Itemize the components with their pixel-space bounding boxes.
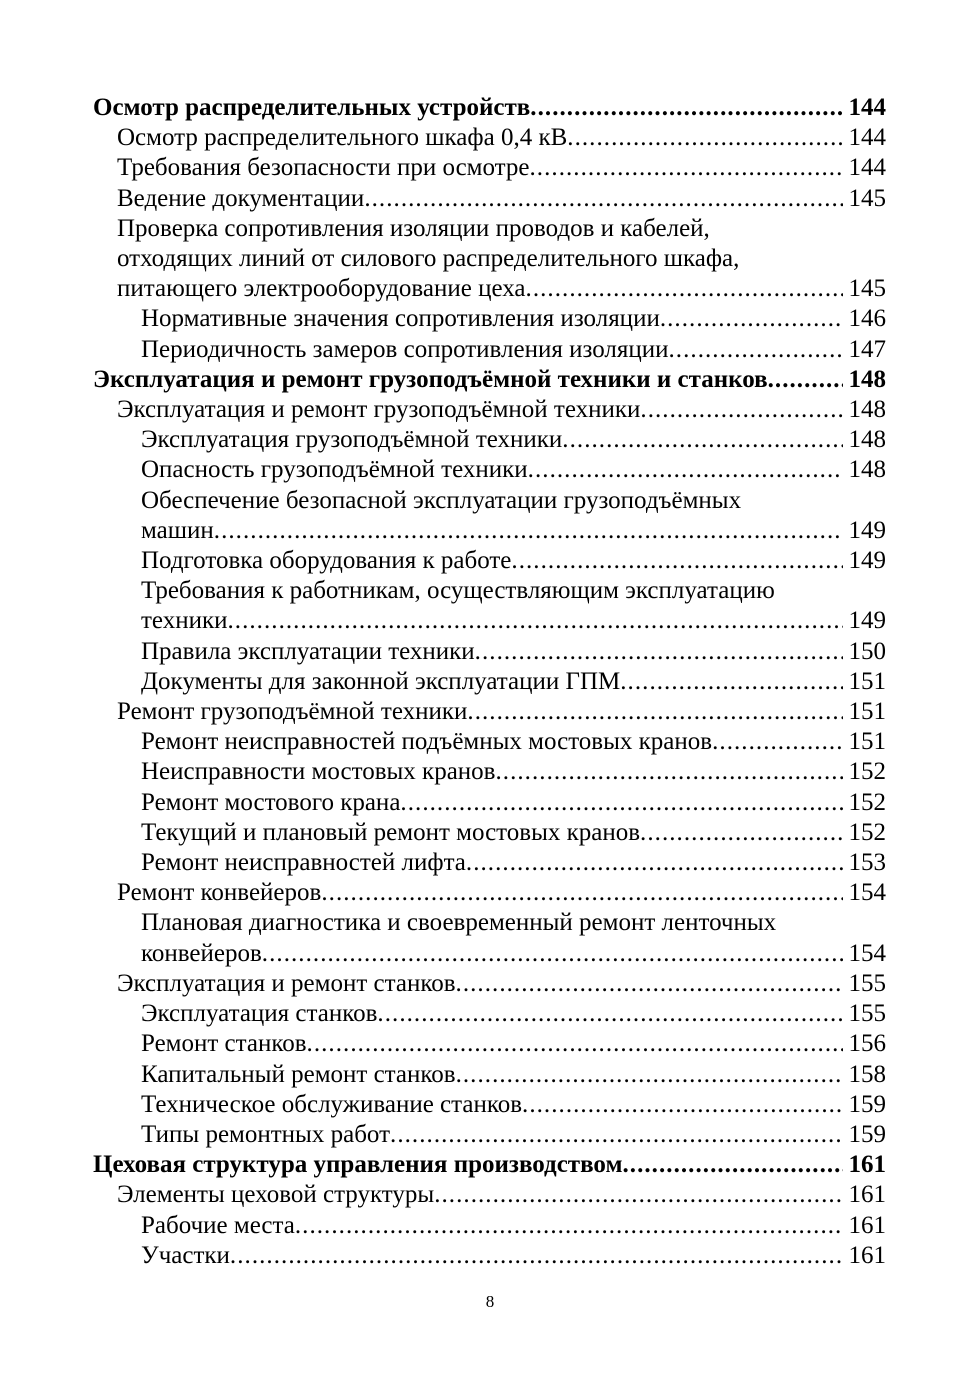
toc-entry-page: 156	[848, 1030, 886, 1058]
toc-entry-page: 149	[848, 516, 886, 544]
toc-entry-title: Техническое обслуживание станков	[141, 1090, 523, 1118]
toc-entry-page: 154	[848, 879, 886, 907]
toc-entry[interactable]	[93, 214, 886, 244]
dot-leader	[495, 757, 842, 787]
toc-entry-title: Проверка сопротивления изоляции проводов и кабелей,	[117, 214, 710, 242]
toc-entry[interactable]	[93, 335, 886, 365]
toc-entry[interactable]	[93, 878, 886, 908]
dot-leader	[712, 727, 842, 757]
toc-entry-title: Эксплуатация и ремонт грузоподъёмной техники и станков	[93, 365, 768, 393]
toc-entry-page: 153	[848, 849, 886, 877]
toc-entry-title: Подготовка оборудования к работе	[141, 547, 512, 575]
toc-entry[interactable]	[93, 727, 886, 757]
dot-leader	[530, 153, 843, 183]
toc-entry[interactable]	[93, 395, 886, 425]
dot-leader	[466, 848, 843, 878]
toc-entry-title: Ремонт неисправностей лифта	[141, 849, 466, 877]
dot-leader	[475, 637, 843, 667]
toc-entry-page: 161	[848, 1181, 886, 1209]
toc-entry-page: 158	[848, 1060, 886, 1088]
toc-entry[interactable]	[93, 1120, 886, 1150]
toc-entry-page: 161	[848, 1241, 886, 1269]
toc-entry-title: Ремонт конвейеров	[117, 879, 322, 907]
dot-leader	[456, 1060, 843, 1090]
toc-entry-title: Эксплуатация станков	[141, 1000, 378, 1028]
page-number: 8	[485, 1292, 495, 1311]
dot-leader	[262, 939, 843, 969]
toc-entry[interactable]	[93, 606, 886, 636]
toc-entry-title: Элементы цеховой структуры	[117, 1181, 435, 1209]
toc-entry[interactable]	[93, 637, 886, 667]
toc-entry-page: 159	[848, 1090, 886, 1118]
toc-entry-page: 151	[848, 698, 886, 726]
dot-leader	[456, 969, 843, 999]
toc-entry[interactable]	[93, 1029, 886, 1059]
toc-entry[interactable]	[93, 667, 886, 697]
toc-entry-page: 147	[848, 335, 886, 363]
toc-entry-page: 152	[848, 818, 886, 846]
toc-entry[interactable]	[93, 757, 886, 787]
toc-entry[interactable]	[93, 546, 886, 576]
toc-entry[interactable]	[93, 455, 886, 485]
toc-entry-page: 145	[848, 184, 886, 212]
toc-entry-page: 154	[848, 939, 886, 967]
toc-entry[interactable]	[93, 244, 886, 274]
toc-entry[interactable]	[93, 425, 886, 455]
toc-entry-title: Цеховая структура управления производством	[93, 1151, 623, 1179]
dot-leader	[528, 455, 843, 485]
toc-entry-title: конвейеров	[141, 939, 262, 967]
toc-entry[interactable]	[93, 848, 886, 878]
toc-entry-title: питающего электрооборудование цеха	[117, 275, 526, 303]
toc-entry[interactable]	[93, 697, 886, 727]
toc-entry-page: 149	[848, 547, 886, 575]
toc-entry-title: Обеспечение безопасной эксплуатации грузоподъёмных	[141, 486, 742, 514]
toc-entry-title: Капитальный ремонт станков	[141, 1060, 456, 1088]
toc-entry-page: 151	[848, 728, 886, 756]
toc-entry[interactable]	[93, 304, 886, 334]
toc-entry-title: Текущий и плановый ремонт мостовых кранов	[141, 818, 641, 846]
toc-entry-title: Неисправности мостовых кранов	[141, 758, 496, 786]
dot-leader	[522, 1090, 842, 1120]
toc-entry-page: 149	[848, 607, 886, 635]
toc-entry-page: 146	[848, 305, 886, 333]
dot-leader	[620, 667, 842, 697]
toc-entry[interactable]	[93, 274, 886, 304]
toc-entry-title: Правила эксплуатации техники	[141, 637, 475, 665]
toc-entry-title: Ведение документации	[117, 184, 365, 212]
toc-entry[interactable]	[93, 123, 886, 153]
dot-leader	[214, 516, 843, 546]
dot-leader	[377, 999, 842, 1029]
dot-leader	[295, 1211, 843, 1241]
dot-leader	[530, 93, 842, 123]
toc-entry[interactable]	[93, 818, 886, 848]
toc-entry-title: Эксплуатация и ремонт грузоподъёмной техники	[117, 396, 641, 424]
dot-leader	[640, 395, 842, 425]
toc-entry[interactable]	[93, 1060, 886, 1090]
toc-entry-title: Эксплуатация и ремонт станков	[117, 969, 456, 997]
toc-entry-title: Требования к работникам, осуществляющим эксплуатацию	[141, 577, 775, 605]
toc-entry-page: 150	[848, 637, 886, 665]
toc-entry-title: Типы ремонтных работ	[141, 1120, 391, 1148]
toc-entry-title: Требования безопасности при осмотре	[117, 154, 530, 182]
toc-entry[interactable]	[93, 153, 886, 183]
dot-leader	[400, 788, 842, 818]
toc-entry-title: отходящих линий от силового распределительного шкафа,	[117, 245, 740, 273]
toc-entry-title: техники	[141, 607, 228, 635]
dot-leader	[567, 123, 842, 153]
toc-entry[interactable]	[93, 93, 886, 123]
toc-entry[interactable]	[93, 486, 886, 516]
toc-entry[interactable]	[93, 516, 886, 546]
toc-entry-page: 145	[848, 275, 886, 303]
toc-entry-title: Документы для законной эксплуатации ГПМ	[141, 667, 621, 695]
toc-entry-title: Нормативные значения сопротивления изоляции	[141, 305, 660, 333]
toc-entry[interactable]	[93, 576, 886, 606]
toc-entry[interactable]	[93, 1150, 886, 1180]
toc-entry[interactable]	[93, 1241, 886, 1271]
toc-entry[interactable]	[93, 184, 886, 214]
toc-entry-page: 148	[848, 396, 886, 424]
toc-entry[interactable]	[93, 999, 886, 1029]
dot-leader	[307, 1029, 843, 1059]
table-of-contents	[93, 93, 886, 1271]
toc-entry[interactable]	[93, 939, 886, 969]
dot-leader	[434, 1180, 842, 1210]
toc-entry-page: 148	[848, 456, 886, 484]
toc-entry-title: Ремонт станков	[141, 1030, 307, 1058]
toc-entry-page: 161	[848, 1211, 886, 1239]
toc-entry[interactable]	[93, 788, 886, 818]
toc-entry-page: 161	[848, 1151, 886, 1179]
toc-entry-page: 155	[848, 969, 886, 997]
toc-entry[interactable]	[93, 908, 886, 938]
toc-entry-page: 148	[848, 426, 886, 454]
dot-leader	[768, 365, 843, 395]
dot-leader	[511, 546, 842, 576]
toc-entry-page: 144	[848, 124, 886, 152]
toc-entry-page: 144	[848, 154, 886, 182]
toc-entry-title: Участки	[141, 1241, 230, 1269]
toc-entry-title: Эксплуатация грузоподъёмной техники	[141, 426, 563, 454]
dot-leader	[562, 425, 842, 455]
toc-entry-title: Периодичность замеров сопротивления изоляции	[141, 335, 669, 363]
toc-entry-page: 155	[848, 1000, 886, 1028]
toc-entry-page: 152	[848, 788, 886, 816]
toc-entry-page: 144	[848, 94, 886, 121]
dot-leader	[321, 878, 842, 908]
toc-entry-page: 152	[848, 758, 886, 786]
toc-entry-page: 148	[848, 365, 886, 393]
toc-entry-title: Осмотр распределительных устройств	[93, 94, 531, 121]
dot-leader	[640, 818, 842, 848]
toc-entry[interactable]	[93, 365, 886, 395]
toc-entry[interactable]	[93, 1211, 886, 1241]
dot-leader	[526, 274, 843, 304]
toc-entry-page: 151	[848, 667, 886, 695]
toc-entry[interactable]	[93, 1090, 886, 1120]
dot-leader	[467, 697, 842, 727]
toc-entry-title: Ремонт неисправностей подъёмных мостовых кранов	[141, 728, 713, 756]
dot-leader	[622, 1150, 842, 1180]
dot-leader	[669, 335, 843, 365]
toc-entry[interactable]	[93, 969, 886, 999]
toc-entry[interactable]	[93, 1180, 886, 1210]
dot-leader	[364, 184, 842, 214]
toc-entry-page: 159	[848, 1120, 886, 1148]
toc-entry-title: Ремонт грузоподъёмной техники	[117, 698, 468, 726]
toc-entry-title: Осмотр распределительного шкафа 0,4 кВ	[117, 124, 568, 152]
dot-leader	[660, 304, 843, 334]
dot-leader	[227, 606, 842, 636]
dot-leader	[390, 1120, 842, 1150]
toc-entry-title: Опасность грузоподъёмной техники	[141, 456, 528, 484]
toc-entry-title: машин	[141, 516, 214, 544]
toc-entry-title: Рабочие места	[141, 1211, 295, 1239]
toc-entry-title: Ремонт мостового крана	[141, 788, 401, 816]
toc-entry-title: Плановая диагностика и своевременный ремонт ленточных	[141, 909, 777, 937]
dot-leader	[230, 1241, 843, 1271]
